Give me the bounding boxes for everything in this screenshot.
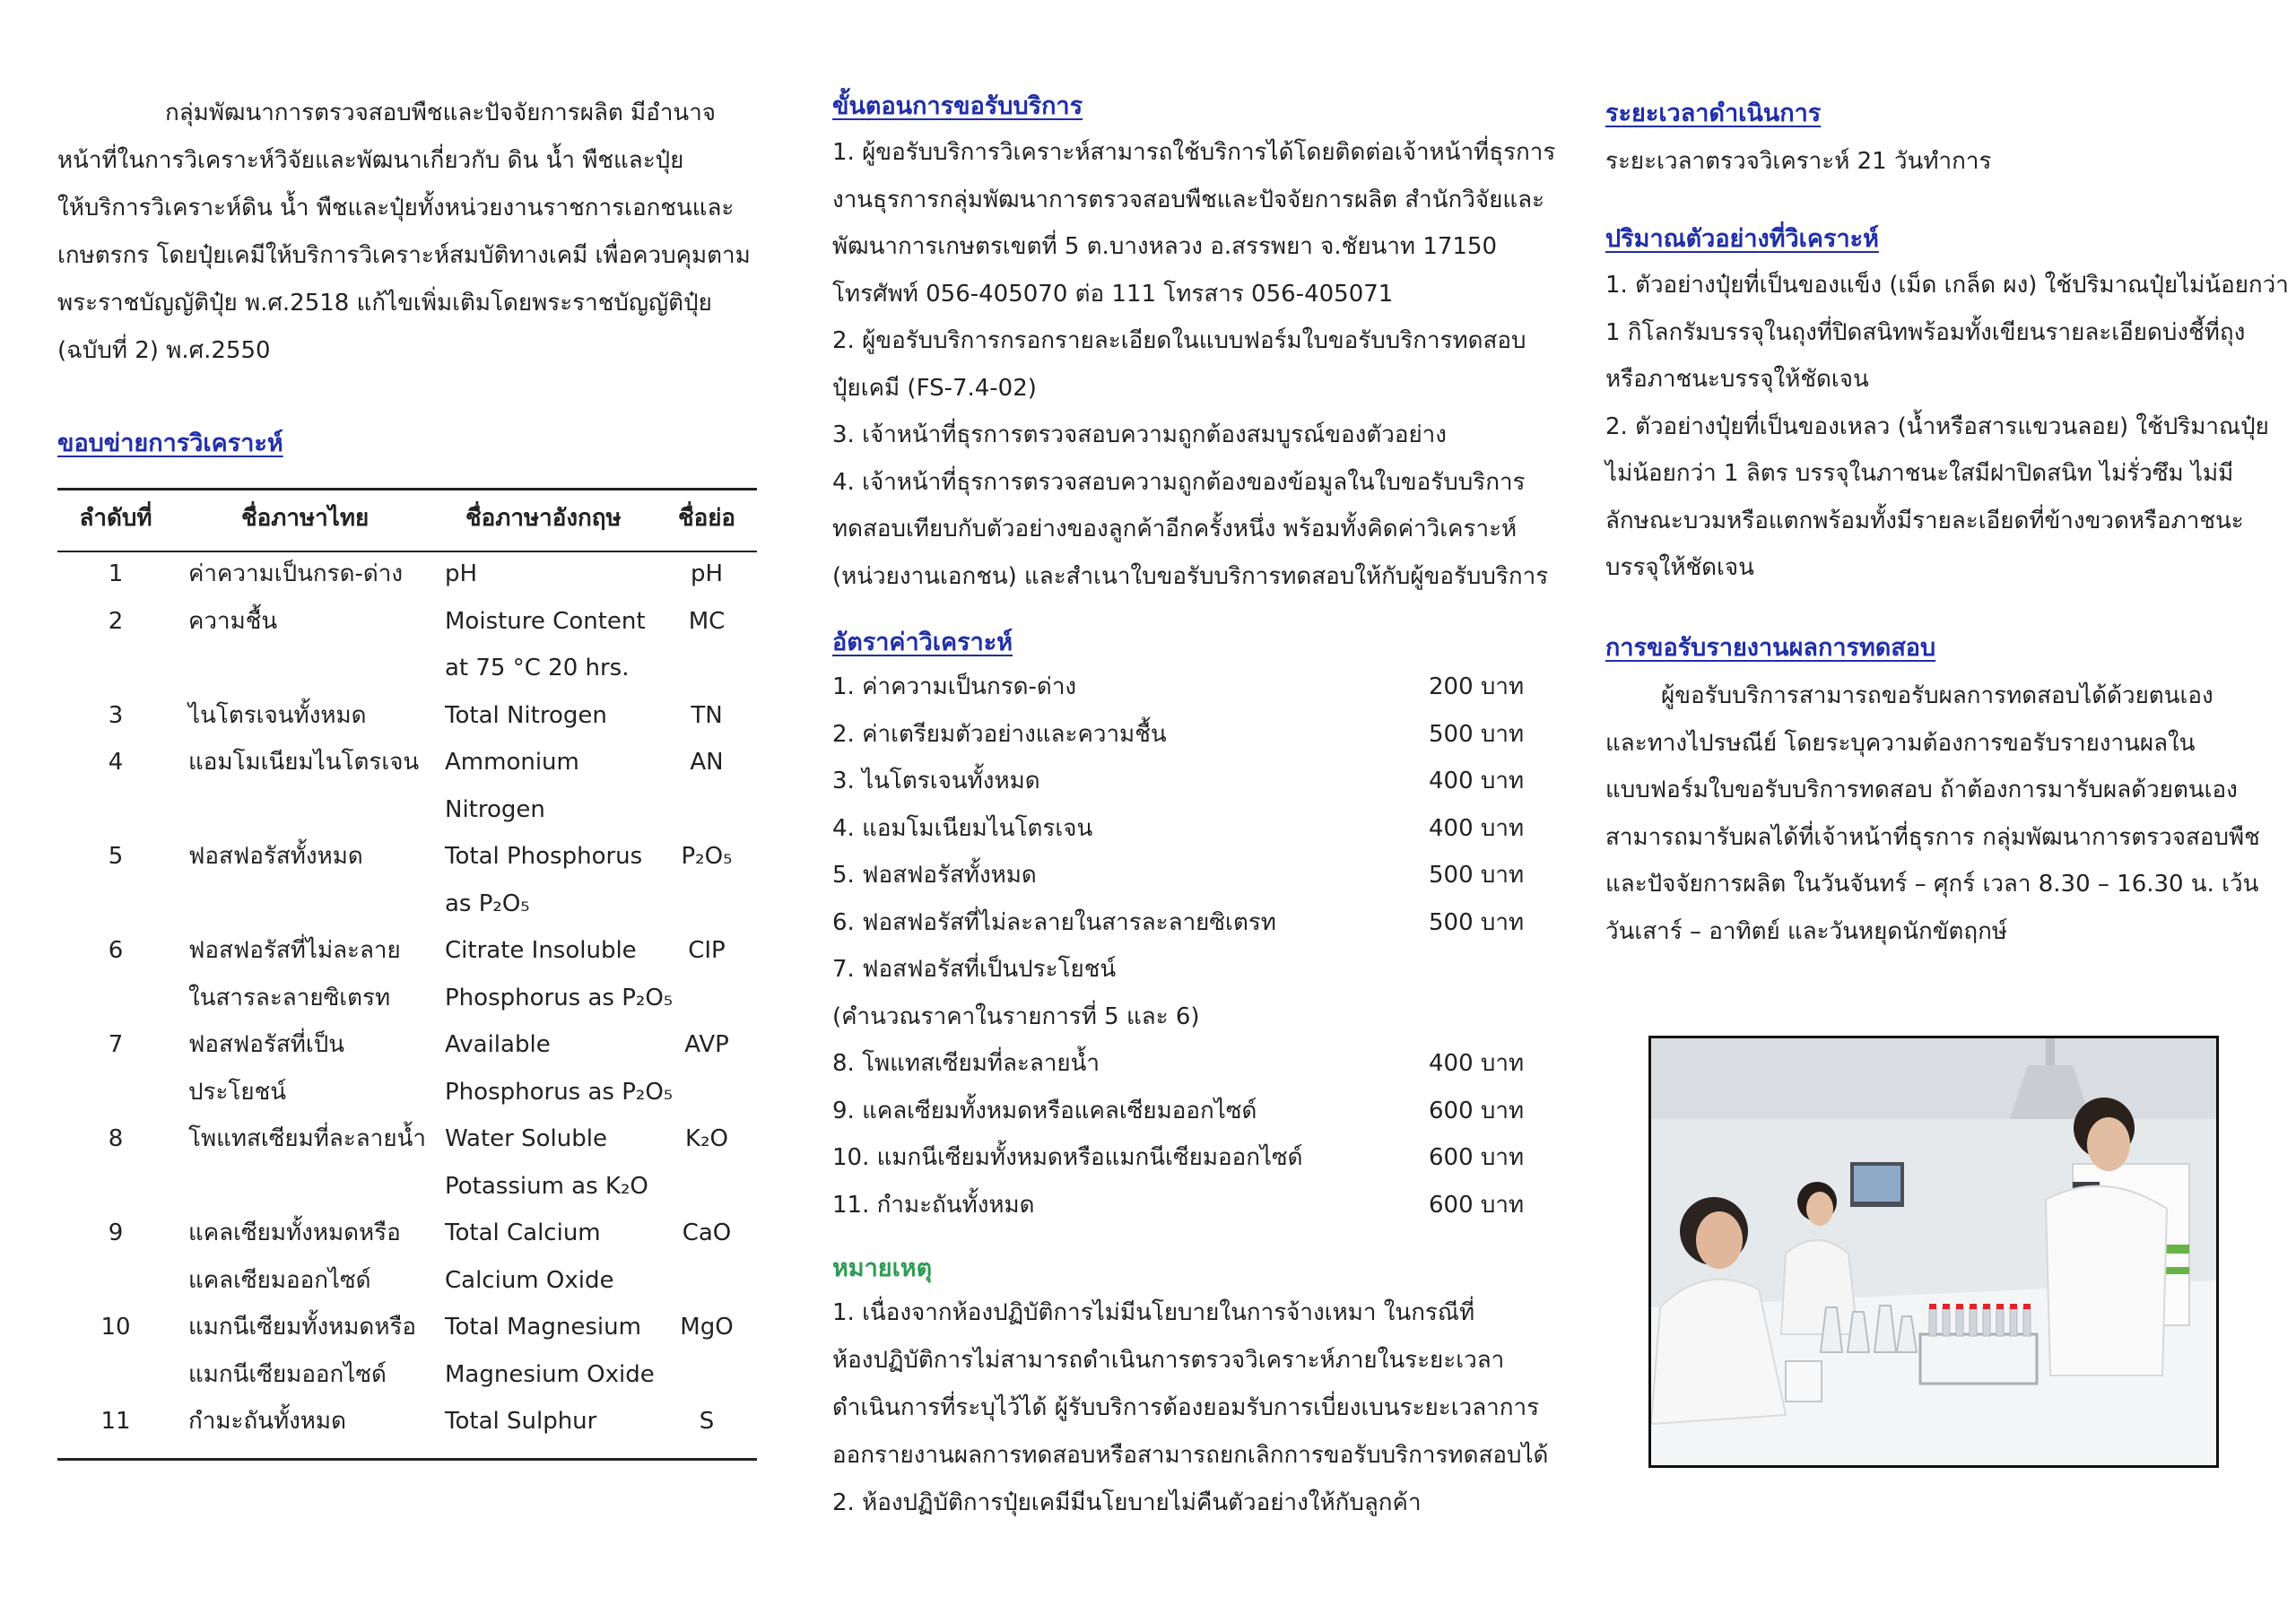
- row-abbreviation: MgO: [680, 1314, 734, 1341]
- procedure-line: ปุ๋ยเคมี (FS-7.4-02): [832, 374, 1037, 402]
- table-header-cell: ลำดับที่: [79, 505, 152, 532]
- row-english-name: Citrate Insoluble: [445, 937, 637, 964]
- rate-item-name: (คำนวณราคาในรายการที่ 5 และ 6): [832, 1002, 1200, 1030]
- row-number: 6: [108, 937, 124, 964]
- report-line: สามารถมารับผลได้ที่เจ้าหน้าที่ธุรการ กลุ่มพัฒนาการตรวจสอบพืช: [1605, 823, 2260, 851]
- duration-line: ระยะเวลาตรวจวิเคราะห์ 21 วันทำการ: [1605, 148, 1992, 175]
- row-number: 5: [108, 843, 124, 870]
- report-heading: การขอรับรายงานผลการทดสอบ: [1605, 634, 1936, 662]
- report-line: วันเสาร์ – อาทิตย์ และวันหยุดนักขัตฤกษ์: [1605, 917, 2008, 945]
- rate-item-name: 10. แมกนีเซียมทั้งหมดหรือแมกนีเซียมออกไซด์: [832, 1144, 1303, 1171]
- lab-photo: [1648, 1036, 2219, 1468]
- row-english-name: Available: [445, 1031, 551, 1058]
- intro-line: พระราชบัญญัติปุ๋ย พ.ศ.2518 แก้ไขเพิ่มเติมโดยพระราชบัญญัติปุ๋ย: [57, 290, 712, 317]
- rate-item-price: 400 บาท: [1429, 814, 1525, 842]
- row-number: 3: [108, 701, 124, 729]
- row-english-name: Phosphorus as P₂O₅: [445, 984, 674, 1011]
- procedure-line: ทดสอบเทียบกับตัวอย่างของลูกค้าอีกครั้งหนึ่ง พร้อมทั้งคิดค่าวิเคราะห์: [832, 516, 1518, 542]
- rate-item-price: 500 บาท: [1429, 908, 1525, 936]
- notes-line: ดำเนินการที่ระบุไว้ได้ ผู้รับบริการต้องยอมรับการเบี่ยงเบนระยะเวลาการ: [832, 1394, 1540, 1421]
- table-rule: [57, 488, 757, 490]
- row-abbreviation: AN: [690, 749, 724, 776]
- report-line: และปัจจัยการผลิต ในวันจันทร์ – ศุกร์ เวลา 8.30 – 16.30 น. เว้น: [1605, 871, 2259, 898]
- row-english-name: Total Nitrogen: [445, 701, 607, 729]
- sample-line: 1. ตัวอย่างปุ๋ยที่เป็นของแข็ง (เม็ด เกล็ด ผง) ใช้ปริมาณปุ๋ยไม่น้อยกว่า: [1605, 272, 2289, 299]
- row-thai-name: แอมโมเนียมไนโตรเจน: [188, 749, 420, 776]
- row-english-name: Total Sulphur: [445, 1408, 597, 1435]
- row-number: 10: [100, 1314, 131, 1341]
- rate-item-name: 4. แอมโมเนียมไนโตรเจน: [832, 814, 1093, 842]
- row-abbreviation: pH: [690, 560, 724, 587]
- rate-item-price: 600 บาท: [1429, 1144, 1525, 1171]
- procedure-line: โทรศัพท์ 056-405070 ต่อ 111 โทรสาร 056-405071: [832, 280, 1394, 308]
- report-line: และทางไปรษณีย์ โดยระบุความต้องการขอรับรายงานผลใน: [1605, 729, 2196, 757]
- procedure-line: 3. เจ้าหน้าที่ธุรการตรวจสอบความถูกต้องสมบูรณ์ของตัวอย่าง: [832, 421, 1447, 448]
- duration-heading: ระยะเวลาดำเนินการ: [1605, 100, 1822, 127]
- rate-item-price: 600 บาท: [1429, 1097, 1525, 1124]
- row-number: 4: [108, 749, 124, 776]
- row-abbreviation: CaO: [682, 1219, 732, 1246]
- row-thai-name: โพแทสเซียมที่ละลายน้ำ: [188, 1125, 426, 1152]
- row-thai-name: ฟอสฟอรัสที่ไม่ละลาย: [188, 937, 401, 964]
- row-abbreviation: S: [699, 1408, 715, 1435]
- row-english-name: Magnesium Oxide: [445, 1360, 655, 1388]
- procedure-heading: ขั้นตอนการขอรับบริการ: [832, 92, 1083, 120]
- row-thai-name: ประโยชน์: [188, 1078, 287, 1106]
- table-header-cell: ชื่อย่อ: [677, 505, 736, 532]
- rate-item-price: 500 บาท: [1429, 720, 1525, 748]
- rate-item-name: 3. ไนโตรเจนทั้งหมด: [832, 768, 1040, 794]
- procedure-line: 1. ผู้ขอรับบริการวิเคราะห์สามารถใช้บริการได้โดยติดต่อเจ้าหน้าที่ธุรการ: [832, 139, 1556, 166]
- row-thai-name: กำมะถันทั้งหมด: [188, 1408, 346, 1435]
- intro-line: (ฉบับที่ 2) พ.ศ.2550: [57, 337, 271, 364]
- sample-line: หรือภาชนะบรรจุให้ชัดเจน: [1605, 366, 1869, 393]
- sample-line: 2. ตัวอย่างปุ๋ยที่เป็นของเหลว (น้ำหรือสารแขวนลอย) ใช้ปริมาณปุ๋ย: [1605, 412, 2269, 440]
- row-abbreviation: P₂O₅: [681, 843, 733, 870]
- row-number: 1: [108, 560, 124, 587]
- row-number: 8: [108, 1125, 124, 1152]
- notes-line: ห้องปฏิบัติการไม่สามารถดำเนินการตรวจวิเคราะห์ภายในระยะเวลา: [832, 1347, 1505, 1374]
- intro-line: ให้บริการวิเคราะห์ดิน น้ำ พืชและปุ๋ยทั้งหน่วยงานราชการเอกชนและ: [57, 195, 735, 221]
- rate-item-name: 6. ฟอสฟอรัสที่ไม่ละลายในสารละลายซิเตรท: [832, 908, 1276, 936]
- row-number: 11: [100, 1408, 131, 1435]
- row-abbreviation: MC: [688, 607, 726, 635]
- rate-item-name: 11. กำมะถันทั้งหมด: [832, 1191, 1035, 1219]
- procedure-line: 2. ผู้ขอรับบริการกรอกรายละเอียดในแบบฟอร์มใบขอรับบริการทดสอบ: [832, 327, 1526, 354]
- rate-item-name: 7. ฟอสฟอรัสที่เป็นประโยชน์: [832, 956, 1117, 983]
- table-header-cell: ชื่อภาษาไทย: [241, 505, 370, 532]
- row-english-name: Water Soluble: [445, 1125, 607, 1152]
- notes-line: 2. ห้องปฏิบัติการปุ๋ยเคมีมีนโยบายไม่คืนตัวอย่างให้กับลูกค้า: [832, 1489, 1422, 1516]
- row-english-name: Potassium as K₂O: [445, 1172, 648, 1200]
- row-english-name: Phosphorus as P₂O₅: [445, 1078, 674, 1106]
- row-english-name: Total Calcium: [445, 1219, 601, 1246]
- rate-item-price: 500 บาท: [1429, 862, 1525, 889]
- row-thai-name: ความชื้น: [188, 607, 278, 635]
- sample-line: ลักษณะบวมหรือแตกพร้อมทั้งมีรายละเอียดที่ข้างขวดหรือภาชนะ: [1605, 507, 2244, 534]
- row-english-name: Ammonium: [445, 749, 579, 776]
- row-thai-name: ไนโตรเจนทั้งหมด: [188, 701, 367, 729]
- intro-line: เกษตรกร โดยปุ๋ยเคมีให้บริการวิเคราะห์สมบัติทางเคมี เพื่อควบคุมตาม: [57, 242, 751, 269]
- row-english-name: at 75 °C 20 hrs.: [445, 655, 630, 681]
- row-number: 9: [108, 1219, 124, 1246]
- rate-item-price: 400 บาท: [1429, 1050, 1525, 1077]
- procedure-line: พัฒนาการเกษตรเขตที่ 5 ต.บางหลวง อ.สรรพยา จ.ชัยนาท 17150: [832, 233, 1498, 260]
- intro-line: กลุ่มพัฒนาการตรวจสอบพืชและปัจจัยการผลิต มีอำนาจ: [165, 100, 717, 126]
- row-english-name: Total Phosphorus: [445, 843, 643, 870]
- row-number: 2: [108, 607, 124, 635]
- row-thai-name: แคลเซียมออกไซด์: [188, 1266, 371, 1294]
- rate-item-name: 5. ฟอสฟอรัสทั้งหมด: [832, 862, 1037, 889]
- row-thai-name: ฟอสฟอรัสที่เป็น: [188, 1031, 345, 1058]
- row-thai-name: แคลเซียมทั้งหมดหรือ: [188, 1219, 401, 1246]
- sample-heading: ปริมาณตัวอย่างที่วิเคราะห์: [1605, 225, 1879, 253]
- row-english-name: Nitrogen: [445, 795, 545, 823]
- rate-item-price: 400 บาท: [1429, 768, 1525, 794]
- row-thai-name: ฟอสฟอรัสทั้งหมด: [188, 843, 363, 870]
- report-line: ผู้ขอรับบริการสามารถขอรับผลการทดสอบได้ด้วยตนเอง: [1661, 682, 2213, 709]
- rate-item-name: 9. แคลเซียมทั้งหมดหรือแคลเซียมออกไซด์: [832, 1097, 1257, 1124]
- row-abbreviation: AVP: [684, 1031, 729, 1058]
- procedure-line: งานธุรการกลุ่มพัฒนาการตรวจสอบพืชและปัจจัยการผลิต สำนักวิจัยและ: [832, 186, 1544, 213]
- rate-item-price: 200 บาท: [1429, 673, 1525, 700]
- row-english-name: Moisture Content: [445, 607, 646, 635]
- row-english-name: Calcium Oxide: [445, 1266, 614, 1294]
- table-rule: [57, 1458, 757, 1461]
- procedure-line: (หน่วยงานเอกชน) และสำเนาใบขอรับบริการทดสอบให้กับผู้ขอรับบริการ: [832, 562, 1549, 590]
- row-thai-name: ในสารละลายซิเตรท: [188, 984, 391, 1011]
- row-english-name: as P₂O₅: [445, 890, 530, 917]
- rates-heading: อัตราค่าวิเคราะห์: [832, 629, 1013, 656]
- row-english-name: Total Magnesium: [445, 1314, 641, 1341]
- rate-item-name: 8. โพแทสเซียมที่ละลายน้ำ: [832, 1050, 1100, 1077]
- notes-line: 1. เนื่องจากห้องปฏิบัติการไม่มีนโยบายในการจ้างเหมา ในกรณีที่: [832, 1299, 1475, 1326]
- notes-heading: หมายเหตุ: [832, 1254, 933, 1282]
- procedure-line: 4. เจ้าหน้าที่ธุรการตรวจสอบความถูกต้องของข้อมูลในใบขอรับบริการ: [832, 468, 1526, 496]
- notes-line: ออกรายงานผลการทดสอบหรือสามารถยกเลิกการขอรับบริการทดสอบได้: [832, 1442, 1549, 1469]
- row-thai-name: แมกนีเซียมทั้งหมดหรือ: [188, 1314, 417, 1341]
- sample-line: ไม่น้อยกว่า 1 ลิตร บรรจุในภาชนะใสมีฝาปิดสนิท ไม่รั่วซึม ไม่มี: [1605, 460, 2234, 487]
- row-english-name: pH: [445, 560, 478, 587]
- sample-line: 1 กิโลกรัมบรรจุในถุงที่ปิดสนิทพร้อมทั้งเขียนรายละเอียดบ่งชี้ที่ถุง: [1605, 318, 2246, 346]
- row-abbreviation: K₂O: [685, 1125, 728, 1152]
- sample-line: บรรจุให้ชัดเจน: [1605, 554, 1754, 581]
- table-rule: [57, 551, 757, 552]
- row-abbreviation: CIP: [688, 937, 726, 964]
- row-number: 7: [108, 1031, 124, 1058]
- report-line: แบบฟอร์มใบขอรับบริการทดสอบ ถ้าต้องการมารับผลด้วยตนเอง: [1605, 777, 2238, 803]
- row-thai-name: แมกนีเซียมออกไซด์: [188, 1360, 387, 1388]
- rate-item-price: 600 บาท: [1429, 1191, 1525, 1219]
- rate-item-name: 2. ค่าเตรียมตัวอย่างและความชื้น: [832, 720, 1167, 748]
- scope-heading: ขอบข่ายการวิเคราะห์: [57, 430, 283, 457]
- table-header-cell: ชื่อภาษาอังกฤษ: [465, 505, 622, 532]
- rate-item-name: 1. ค่าความเป็นกรด-ด่าง: [832, 673, 1077, 700]
- intro-line: หน้าที่ในการวิเคราะห์วิจัยและพัฒนาเกี่ยวกับ ดิน น้ำ พืชและปุ๋ย: [57, 147, 684, 174]
- row-abbreviation: TN: [691, 701, 723, 729]
- row-thai-name: ค่าความเป็นกรด-ด่าง: [188, 560, 404, 587]
